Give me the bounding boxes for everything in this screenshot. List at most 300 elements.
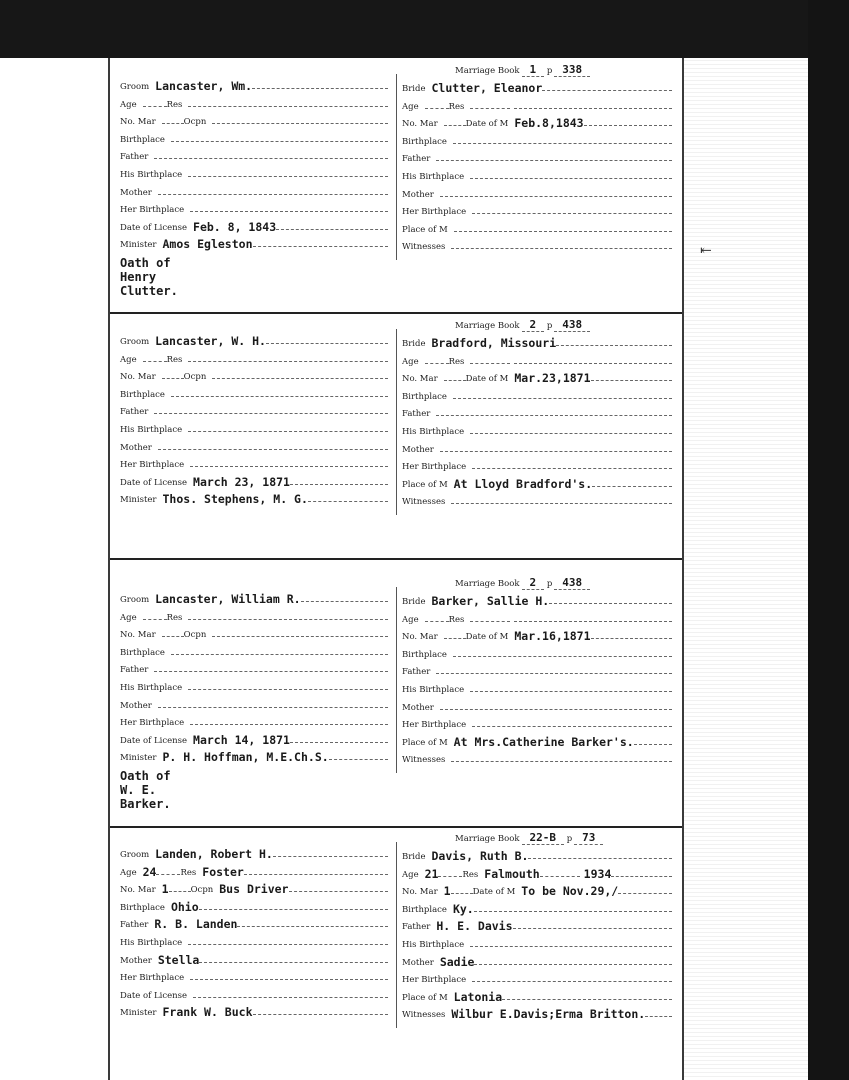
father-row-label: Father [120,407,149,418]
oath-note: Oath of Henry Clutter. [120,256,178,298]
bride-her-birthplace-row-line [472,726,672,727]
witnesses-row [402,1004,672,1020]
bride-his-birthplace-row-label: His Birthplace [402,172,465,182]
mother-row-line [199,962,388,963]
place-of-m-row-label: Place of M [402,737,448,748]
witnesses-row-line [451,248,672,249]
bride-birthplace-row-line [453,398,672,399]
bride-birthplace-row-label: Birthplace [402,391,447,402]
groom-birthplace-row [120,897,388,913]
bride-father-row-label: Father [402,667,431,678]
groom-age-row-label: Age [120,612,137,623]
marriage-book-value: 22-B [522,831,565,845]
her-birthplace-row-label: Her Birthplace [120,718,185,729]
groom-no-mar-row-label: Ocpn [190,885,214,896]
bride-row-label: Bride [402,597,426,607]
groom-age-row-label: Res [180,867,197,878]
father-row [120,914,388,930]
father-row-line [154,671,388,672]
his-birthplace-row [120,932,388,948]
bride-birthplace-row-label: Birthplace [402,904,447,915]
mother-row-label: Mother [120,442,152,453]
bride-birthplace-row-line [474,911,672,912]
bride-mother-row-line [440,709,672,710]
bride-father-row-label: Father [402,409,431,420]
groom-no-mar-row-label: Ocpn [183,630,207,641]
bride-his-birthplace-row-label: His Birthplace [402,685,465,695]
date-of-license-row-label: Date of License [120,990,188,1001]
bride-father-row [402,403,672,419]
bride-father-row-line [513,928,672,929]
bride-her-birthplace-row [402,456,672,472]
his-birthplace-row-line [188,689,388,690]
bride-row [402,591,672,607]
page-label: p [564,834,573,844]
bride-age-row-line [514,621,672,622]
her-birthplace-row-line [190,979,388,980]
bride-age-row-label: Res [462,869,479,880]
groom-birthplace-row-line [171,654,388,655]
groom-birthplace-row-label: Birthplace [120,647,165,658]
bride-age-row-label: Res [448,101,465,112]
bride-no-mar-row-label: No. Mar [402,632,438,643]
date-of-license-row-label: Date of License [120,222,188,233]
groom-age-row-label: Age [120,354,137,365]
bride-no-mar-row-label: No. Mar [402,374,438,385]
bride-age-row-line [438,876,462,877]
bride-father-row [402,661,672,677]
date-of-license-row [120,217,388,233]
bride-his-birthplace-row-label: His Birthplace [402,427,465,437]
page-value: 73 [574,831,603,845]
bride-age-row [402,864,672,880]
mother-row-label: Mother [120,955,152,966]
witnesses-row-line [451,761,672,762]
minister-row-label: Minister [120,753,157,764]
groom-age-row-line [143,361,167,362]
mother-row [120,695,388,711]
scan-right-border [808,0,849,1080]
bride-age-row-line [470,108,510,109]
bride-row [402,78,672,94]
groom-age-row [120,94,388,110]
scan-top-border [0,0,849,58]
place-of-m-row [402,987,672,1003]
marriage-book [455,577,590,589]
bride-age-row-line [425,621,449,622]
card-left-edge [108,58,110,1080]
bride-mother-row-line [474,964,672,965]
her-birthplace-row-line [190,466,388,467]
minister-row-value: Frank W. Buck [162,1005,253,1020]
father-row-label: Father [120,920,149,931]
marriage-book [455,319,590,331]
bride-age-row [402,96,672,112]
groom-age-row-label: Res [166,354,183,365]
groom-row-line [273,856,388,857]
card-center-line [396,842,397,1028]
groom-birthplace-row-value: Ohio [170,899,199,914]
bride-her-birthplace-row-label: Her Birthplace [402,207,467,218]
marriage-book-value: 2 [522,576,545,590]
margin-mark: ⇤ [700,243,712,259]
groom-age-row-line [188,106,388,107]
minister-row [120,1002,388,1018]
groom-row-value: Lancaster, William R. [155,592,301,606]
card-divider [110,312,682,314]
bride-no-mar-row-value: Mar.23,1871 [514,371,591,386]
minister-row-label: Minister [120,240,157,251]
groom-birthplace-row [120,642,388,658]
bride-no-mar-row-line [444,125,466,126]
his-birthplace-row-label: His Birthplace [120,683,183,693]
place-of-m-row-value: Latonia [453,989,503,1004]
bride-her-birthplace-row-label: Her Birthplace [402,462,467,473]
bride-no-mar-row-line [618,893,672,894]
groom-birthplace-row-label: Birthplace [120,902,165,913]
her-birthplace-row [120,967,388,983]
his-birthplace-row [120,419,388,435]
bride-father-row-value: H. E. Davis [436,919,513,934]
his-birthplace-row-line [188,944,388,945]
minister-row-line [253,1014,388,1015]
bride-age-row-label: Age [402,869,419,880]
bride-father-row-line [436,415,672,416]
bride-father-row-label: Father [402,154,431,165]
minister-row-line [329,759,388,760]
mother-row [120,182,388,198]
groom-birthplace-row-line [171,141,388,142]
bride-age-row-line [470,621,510,622]
date-of-license-row [120,472,388,488]
marriage-book-value: 2 [522,318,545,332]
bride-row-value: Barker, Sallie H. [431,594,550,608]
groom-row [120,589,388,605]
bride-mother-row-label: Mother [402,444,434,455]
bride-no-mar-row [402,881,672,897]
bride-her-birthplace-row-line [472,468,672,469]
groom-age-row-label: Res [166,612,183,623]
groom-birthplace-row-line [171,396,388,397]
bride-row-line [542,90,672,91]
bride-her-birthplace-row [402,714,672,730]
minister-row-line [308,501,388,502]
bride-her-birthplace-row-line [472,213,672,214]
bride-his-birthplace-row [402,421,672,437]
place-of-m-row [402,732,672,748]
bride-row-label: Bride [402,852,426,862]
card-right-edge [682,58,684,1080]
bride-row [402,846,672,862]
bride-father-row-line [436,160,672,161]
bride-age-row-value: 1934 [583,866,612,881]
mother-row-value: Stella [157,952,200,967]
bride-mother-row [402,184,672,200]
father-row [120,146,388,162]
her-birthplace-row-label: Her Birthplace [120,973,185,984]
witnesses-row-value: Wilbur E.Davis;Erma Britton. [451,1007,646,1022]
bride-mother-row-line [440,196,672,197]
date-of-license-row-line [290,742,388,743]
groom-no-mar-row-line [289,891,389,892]
minister-row [120,747,388,763]
witnesses-row-line [645,1016,672,1017]
minister-row-label: Minister [120,1008,157,1019]
bride-no-mar-row [402,113,672,129]
groom-no-mar-row-label: No. Mar [120,117,156,128]
groom-row [120,844,388,860]
groom-age-row-label: Res [166,99,183,110]
bride-age-row-line [425,108,449,109]
bride-age-row-value: 21 [424,866,439,881]
date-of-license-row [120,730,388,746]
groom-row-label: Groom [120,850,150,860]
bride-age-row [402,351,672,367]
groom-no-mar-row [120,111,388,127]
groom-no-mar-row [120,879,388,895]
bride-row-label: Bride [402,339,426,349]
groom-no-mar-row-line [162,378,184,379]
mother-row [120,437,388,453]
bride-father-row-line [436,673,672,674]
groom-age-row-label: Age [120,99,137,110]
bride-mother-row-line [440,451,672,452]
bride-no-mar-row-line [591,638,672,639]
marriage-book-label: Marriage Book [455,66,520,76]
bride-age-row-label: Res [448,356,465,367]
bride-her-birthplace-row-label: Her Birthplace [402,975,467,986]
bride-his-birthplace-row [402,166,672,182]
groom-no-mar-row-label: Ocpn [183,372,207,383]
card-center-line [396,74,397,260]
place-of-m-row-value: At Mrs.Catherine Barker's. [453,734,634,749]
his-birthplace-row-label: His Birthplace [120,170,183,180]
date-of-license-row-value: Feb. 8, 1843 [193,219,277,234]
bride-no-mar-row-value: Mar.16,1871 [514,629,591,644]
bride-age-row-line [470,363,510,364]
date-of-license-row [120,985,388,1001]
groom-row-line [252,88,388,89]
groom-no-mar-row-line [212,636,388,637]
groom-no-mar-row-label: No. Mar [120,885,156,896]
bride-his-birthplace-row-line [470,433,672,434]
groom-age-row [120,862,388,878]
bride-her-birthplace-row [402,969,672,985]
groom-age-row-line [143,106,167,107]
bride-row-line [556,345,672,346]
mother-row-line [158,707,388,708]
bride-his-birthplace-row [402,679,672,695]
bride-no-mar-row-line [591,380,672,381]
bride-mother-row [402,697,672,713]
groom-age-row-line [156,874,180,875]
bride-no-mar-row-value: 1 [443,884,451,899]
bride-age-row-line [514,108,672,109]
bride-no-mar-row [402,368,672,384]
bride-row-label: Bride [402,84,426,94]
minister-row-value: P. H. Hoffman, M.E.Ch.S. [162,750,329,765]
bride-her-birthplace-row [402,201,672,217]
marriage-book [455,64,590,76]
groom-no-mar-row-value: Bus Driver [219,882,289,897]
marriage-book-label: Marriage Book [455,834,520,844]
page-label: p [544,579,553,589]
groom-birthplace-row [120,129,388,145]
place-of-m-row-label: Place of M [402,224,448,235]
father-row-label: Father [120,665,149,676]
her-birthplace-row-line [190,211,388,212]
witnesses-row [402,491,672,507]
bride-father-row [402,916,672,932]
bride-age-row-line [611,876,672,877]
witnesses-row-label: Witnesses [402,242,446,253]
minister-row-line [253,246,388,247]
his-birthplace-row-line [188,431,388,432]
groom-no-mar-row-label: No. Mar [120,630,156,641]
her-birthplace-row-line [190,724,388,725]
bride-no-mar-row-label: Date of M [465,119,509,130]
marriage-book-label: Marriage Book [455,321,520,331]
groom-age-row [120,349,388,365]
groom-row-line [301,601,388,602]
groom-birthplace-row-line [199,909,388,910]
groom-row-label: Groom [120,337,150,347]
bride-age-row-label: Age [402,356,419,367]
groom-no-mar-row [120,366,388,382]
bride-her-birthplace-row-line [472,981,672,982]
bride-birthplace-row-label: Birthplace [402,136,447,147]
witnesses-row-label: Witnesses [402,497,446,508]
page-label: p [544,321,553,331]
father-row-value: R. B. Landen [154,917,238,932]
father-row [120,659,388,675]
page-label: p [544,66,553,76]
date-of-license-row-line [193,997,388,998]
groom-no-mar-row-line [212,123,388,124]
groom-row-value: Landen, Robert H. [155,847,273,861]
groom-no-mar-row-line [162,123,184,124]
place-of-m-row-line [592,486,672,487]
witnesses-row [402,749,672,765]
bride-row-value: Clutter, Eleanor [431,81,543,95]
his-birthplace-row-label: His Birthplace [120,425,183,435]
mother-row [120,950,388,966]
bride-his-birthplace-row-line [470,178,672,179]
place-of-m-row-value: At Lloyd Bradford's. [453,476,593,491]
groom-row-label: Groom [120,82,150,92]
scan-margin [684,58,808,1080]
bride-age-row-label: Age [402,101,419,112]
bride-mother-row [402,952,672,968]
bride-age-row-line [514,363,672,364]
place-of-m-row-line [454,231,672,232]
bride-no-mar-row-label: No. Mar [402,887,438,898]
bride-birthplace-row [402,644,672,660]
his-birthplace-row-label: His Birthplace [120,938,183,948]
place-of-m-row-line [502,999,672,1000]
bride-his-birthplace-row-label: His Birthplace [402,940,465,950]
bride-father-row-label: Father [402,922,431,933]
bride-her-birthplace-row-label: Her Birthplace [402,720,467,731]
bride-birthplace-row [402,899,672,915]
bride-mother-row-label: Mother [402,702,434,713]
groom-row [120,331,388,347]
groom-age-row-line [143,619,167,620]
bride-mother-row-label: Mother [402,957,434,968]
bride-no-mar-row-label: Date of M [465,632,509,643]
mother-row-line [158,449,388,450]
bride-birthplace-row [402,386,672,402]
place-of-m-row [402,474,672,490]
place-of-m-row-line [634,744,672,745]
groom-no-mar-row-value: 1 [161,882,169,897]
groom-no-mar-row-line [212,378,388,379]
groom-row-label: Groom [120,595,150,605]
date-of-license-row-label: Date of License [120,477,188,488]
bride-no-mar-row [402,626,672,642]
his-birthplace-row-line [188,176,388,177]
her-birthplace-row [120,199,388,215]
bride-age-row-line [425,363,449,364]
minister-row-value: Amos Egleston [162,237,253,252]
bride-no-mar-row-label: Date of M [465,374,509,385]
groom-no-mar-row-label: Ocpn [183,117,207,128]
bride-birthplace-row-value: Ky. [452,901,474,916]
bride-no-mar-row-label: No. Mar [402,119,438,130]
groom-age-row-line [244,874,388,875]
bride-birthplace-row-label: Birthplace [402,649,447,660]
place-of-m-row [402,219,672,235]
witnesses-row-line [451,503,672,504]
marriage-book [455,832,603,844]
father-row-line [154,413,388,414]
groom-age-row-value: Foster [202,864,244,879]
his-birthplace-row [120,164,388,180]
groom-row-line [266,343,388,344]
groom-no-mar-row [120,624,388,640]
bride-no-mar-row-line [584,125,672,126]
bride-age-row-value: Falmouth [484,866,540,881]
bride-birthplace-row-line [453,656,672,657]
date-of-license-row-label: Date of License [120,735,188,746]
mother-row-label: Mother [120,700,152,711]
card-divider [110,558,682,560]
card-center-line [396,587,397,773]
her-birthplace-row-label: Her Birthplace [120,205,185,216]
bride-no-mar-row-line [444,638,466,639]
date-of-license-row-line [276,229,388,230]
marriage-book-value: 1 [522,63,545,77]
her-birthplace-row [120,454,388,470]
minister-row [120,234,388,250]
date-of-license-row-line [290,484,388,485]
oath-note: Oath of W. E. Barker. [120,769,171,811]
card-center-line [396,329,397,515]
witnesses-row-label: Witnesses [402,755,446,766]
bride-row [402,333,672,349]
groom-birthplace-row-label: Birthplace [120,134,165,145]
her-birthplace-row [120,712,388,728]
bride-mother-row [402,439,672,455]
groom-row [120,76,388,92]
bride-birthplace-row [402,131,672,147]
groom-no-mar-row-line [169,891,191,892]
groom-no-mar-row-line [162,636,184,637]
groom-age-row-line [188,619,388,620]
minister-row-label: Minister [120,495,157,506]
bride-age-row-line [540,876,580,877]
date-of-license-row-value: March 23, 1871 [193,474,290,489]
